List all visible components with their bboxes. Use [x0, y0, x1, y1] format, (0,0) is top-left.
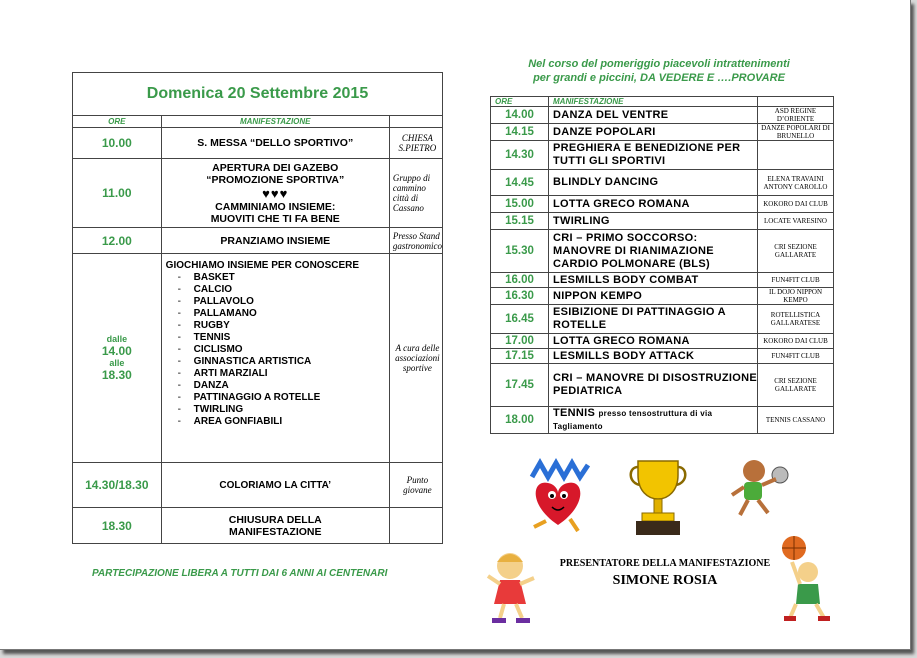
event-line: CAMMINIAMO INSIEME:	[215, 200, 336, 213]
table-row	[73, 128, 443, 159]
organizer-cell: KOKORO DAI CLUB	[758, 334, 834, 349]
time-start: 14.00	[101, 344, 132, 358]
table-row	[73, 508, 443, 544]
table-row	[491, 107, 834, 124]
table-row	[73, 254, 443, 463]
organizer-cell: ELENA TRAVAINI ANTONY CAROLLO	[758, 170, 834, 196]
sport-item: - AREA GONFIABILI	[166, 416, 389, 428]
column-header-ore: ORE	[491, 97, 549, 107]
table-row	[491, 213, 834, 230]
table-row	[491, 170, 834, 196]
program-table-sunday	[72, 72, 443, 544]
intro-line: Nel corso del pomeriggio piacevoli intrattenimenti	[528, 58, 790, 70]
organizer-cell: ROTELLISTICA GALLARATESE	[758, 305, 834, 334]
sports-list	[166, 272, 389, 428]
event-cell: DANZE POPOLARI	[549, 124, 758, 141]
sport-item: - ARTI MARZIALI	[166, 368, 389, 380]
organizer-cell: DANZE POPOLARI DI BRUNELLO	[758, 124, 834, 141]
time-mid: alle	[109, 358, 125, 368]
time-cell: 15.15	[491, 213, 549, 230]
event-location: presso tensostruttura di via Tagliamento	[553, 409, 713, 431]
event-line: GIOCHIAMO INSIEME PER CONOSCERE	[165, 260, 360, 271]
organizer-cell: ASD REGINE D’ORIENTE	[758, 107, 834, 124]
event-line: MUOVITI CHE TI FA BENE	[210, 212, 340, 225]
time-cell: 18.00	[491, 407, 549, 434]
table-row	[73, 463, 443, 508]
column-header-manifestazione: MANIFESTAZIONE	[549, 97, 758, 107]
table-row	[491, 334, 834, 349]
organizer-cell: CRI SEZIONE GALLARATE	[758, 364, 834, 407]
table-row	[491, 364, 834, 407]
sport-item: - CICLISMO	[166, 344, 389, 356]
event-cell: COLORIAMO LA CITTA’	[161, 463, 389, 508]
event-cell: CRI – PRIMO SOCCORSO: MANOVRE DI RIANIMAZIONE CARDIO POLMONARE (BLS)	[549, 230, 758, 273]
time-cell: 16.45	[491, 305, 549, 334]
event-cell: DANZA DEL VENTRE	[549, 107, 758, 124]
table-row	[491, 141, 834, 170]
trophy-icon	[628, 455, 688, 540]
organizer-cell	[389, 508, 442, 544]
presenter-label: PRESENTATORE DELLA MANIFESTAZIONE	[559, 558, 771, 569]
time-cell: 14.15	[491, 124, 549, 141]
organizer-cell	[758, 141, 834, 170]
time-cell: 12.00	[73, 228, 162, 254]
organizer-cell: A cura delle associazioni sportive	[389, 254, 442, 463]
time-cell: 15.00	[491, 196, 549, 213]
table-row	[73, 228, 443, 254]
table-row	[491, 124, 834, 141]
organizer-cell: IL DOJO NIPPON KEMPO	[758, 288, 834, 305]
organizer-cell: Gruppo di cammino città di Cassano	[389, 159, 442, 228]
event-line: APERTURA DEI GAZEBO	[212, 161, 339, 174]
table-row	[491, 349, 834, 364]
table-row	[491, 288, 834, 305]
event-cell: TWIRLING	[549, 213, 758, 230]
sport-item: - TWIRLING	[166, 404, 389, 416]
sport-item: - TENNIS	[166, 332, 389, 344]
sport-item: - DANZA	[166, 380, 389, 392]
time-cell: 18.30	[73, 508, 162, 544]
hearts-icon: ♥♥♥	[262, 185, 289, 201]
table-row	[491, 196, 834, 213]
event-cell: LESMILLS BODY ATTACK	[549, 349, 758, 364]
sport-item: - PATTINAGGIO A ROTELLE	[166, 392, 389, 404]
time-cell: 10.00	[73, 128, 162, 159]
time-cell: 11.00	[73, 159, 162, 228]
organizer-cell: TENNIS CASSANO	[758, 407, 834, 434]
time-cell: 16.00	[491, 273, 549, 288]
afternoon-intro	[478, 57, 840, 85]
sport-item: - GINNASTICA ARTISTICA	[166, 356, 389, 368]
time-prefix: dalle	[106, 334, 128, 344]
time-end: 18.30	[101, 368, 132, 382]
event-cell: PREGHIERA E BENEDIZIONE PER TUTTI GLI SPORTIVI	[549, 141, 758, 170]
event-cell: LESMILLS BODY COMBAT	[549, 273, 758, 288]
column-header-ore: ORE	[73, 116, 162, 128]
sport-item: - PALLAMANO	[166, 308, 389, 320]
event-cell: LOTTA GRECO ROMANA	[549, 196, 758, 213]
sport-item: - BASKET	[166, 272, 389, 284]
time-cell: 16.30	[491, 288, 549, 305]
afternoon-program-table	[490, 96, 834, 434]
organizer-cell: FUN4FIT CLUB	[758, 273, 834, 288]
event-name: TENNIS	[553, 407, 596, 419]
organizer-cell: FUN4FIT CLUB	[758, 349, 834, 364]
column-header-manifestazione: MANIFESTAZIONE	[161, 116, 389, 128]
event-line: “PROMOZIONE SPORTIVA”	[206, 173, 345, 186]
sport-item: - RUGBY	[166, 320, 389, 332]
time-cell: 14.00	[491, 107, 549, 124]
handball-kid-icon	[722, 455, 792, 520]
intro-line: per grandi e piccini, DA VEDERE E ….PROVARE	[533, 72, 785, 84]
skating-girl-icon	[484, 548, 544, 628]
organizer-cell: LOCATE VARESINO	[758, 213, 834, 230]
presenter-name: SIMONE ROSIA	[612, 573, 718, 588]
time-cell: 15.30	[491, 230, 549, 273]
time-cell	[73, 254, 162, 463]
event-cell: PRANZIAMO INSIEME	[161, 228, 389, 254]
table-row	[491, 230, 834, 273]
table-row	[73, 159, 443, 228]
organizer-cell: CRI SEZIONE GALLARATE	[758, 230, 834, 273]
time-cell: 17.45	[491, 364, 549, 407]
event-cell: NIPPON KEMPO	[549, 288, 758, 305]
event-cell: LOTTA GRECO ROMANA	[549, 334, 758, 349]
time-cell: 14.45	[491, 170, 549, 196]
table-title: Domenica 20 Settembre 2015	[73, 73, 443, 116]
table-row	[491, 407, 834, 434]
event-cell	[161, 254, 389, 463]
event-cell: BLINDLY DANCING	[549, 170, 758, 196]
presenter-box	[540, 558, 790, 589]
event-cell: CHIUSURA DELLA MANIFESTAZIONE	[161, 508, 389, 544]
organizer-cell: CHIESA S.PIETRO	[389, 128, 442, 159]
organizer-cell: Punto giovane	[389, 463, 442, 508]
event-cell: ESIBIZIONE DI PATTINAGGIO A ROTELLE	[549, 305, 758, 334]
table-row	[491, 273, 834, 288]
time-cell: 14.30	[491, 141, 549, 170]
table-row	[491, 305, 834, 334]
event-cell: CRI – MANOVRE DI DISOSTRUZIONE PEDIATRICA	[549, 364, 758, 407]
sport-item: - CALCIO	[166, 284, 389, 296]
heart-mascot-icon	[518, 455, 598, 535]
organizer-cell: KOKORO DAI CLUB	[758, 196, 834, 213]
time-cell: 14.30/18.30	[73, 463, 162, 508]
event-cell: S. MESSA “DELLO SPORTIVO”	[161, 128, 389, 159]
event-cell	[161, 159, 389, 228]
participation-note: PARTECIPAZIONE LIBERA A TUTTI DAI 6 ANNI AI CENTENARI	[92, 568, 388, 579]
sport-item: - PALLAVOLO	[166, 296, 389, 308]
event-cell	[549, 407, 758, 434]
organizer-cell: Presso Stand gastronomico	[389, 228, 442, 254]
time-cell: 17.00	[491, 334, 549, 349]
time-cell: 17.15	[491, 349, 549, 364]
